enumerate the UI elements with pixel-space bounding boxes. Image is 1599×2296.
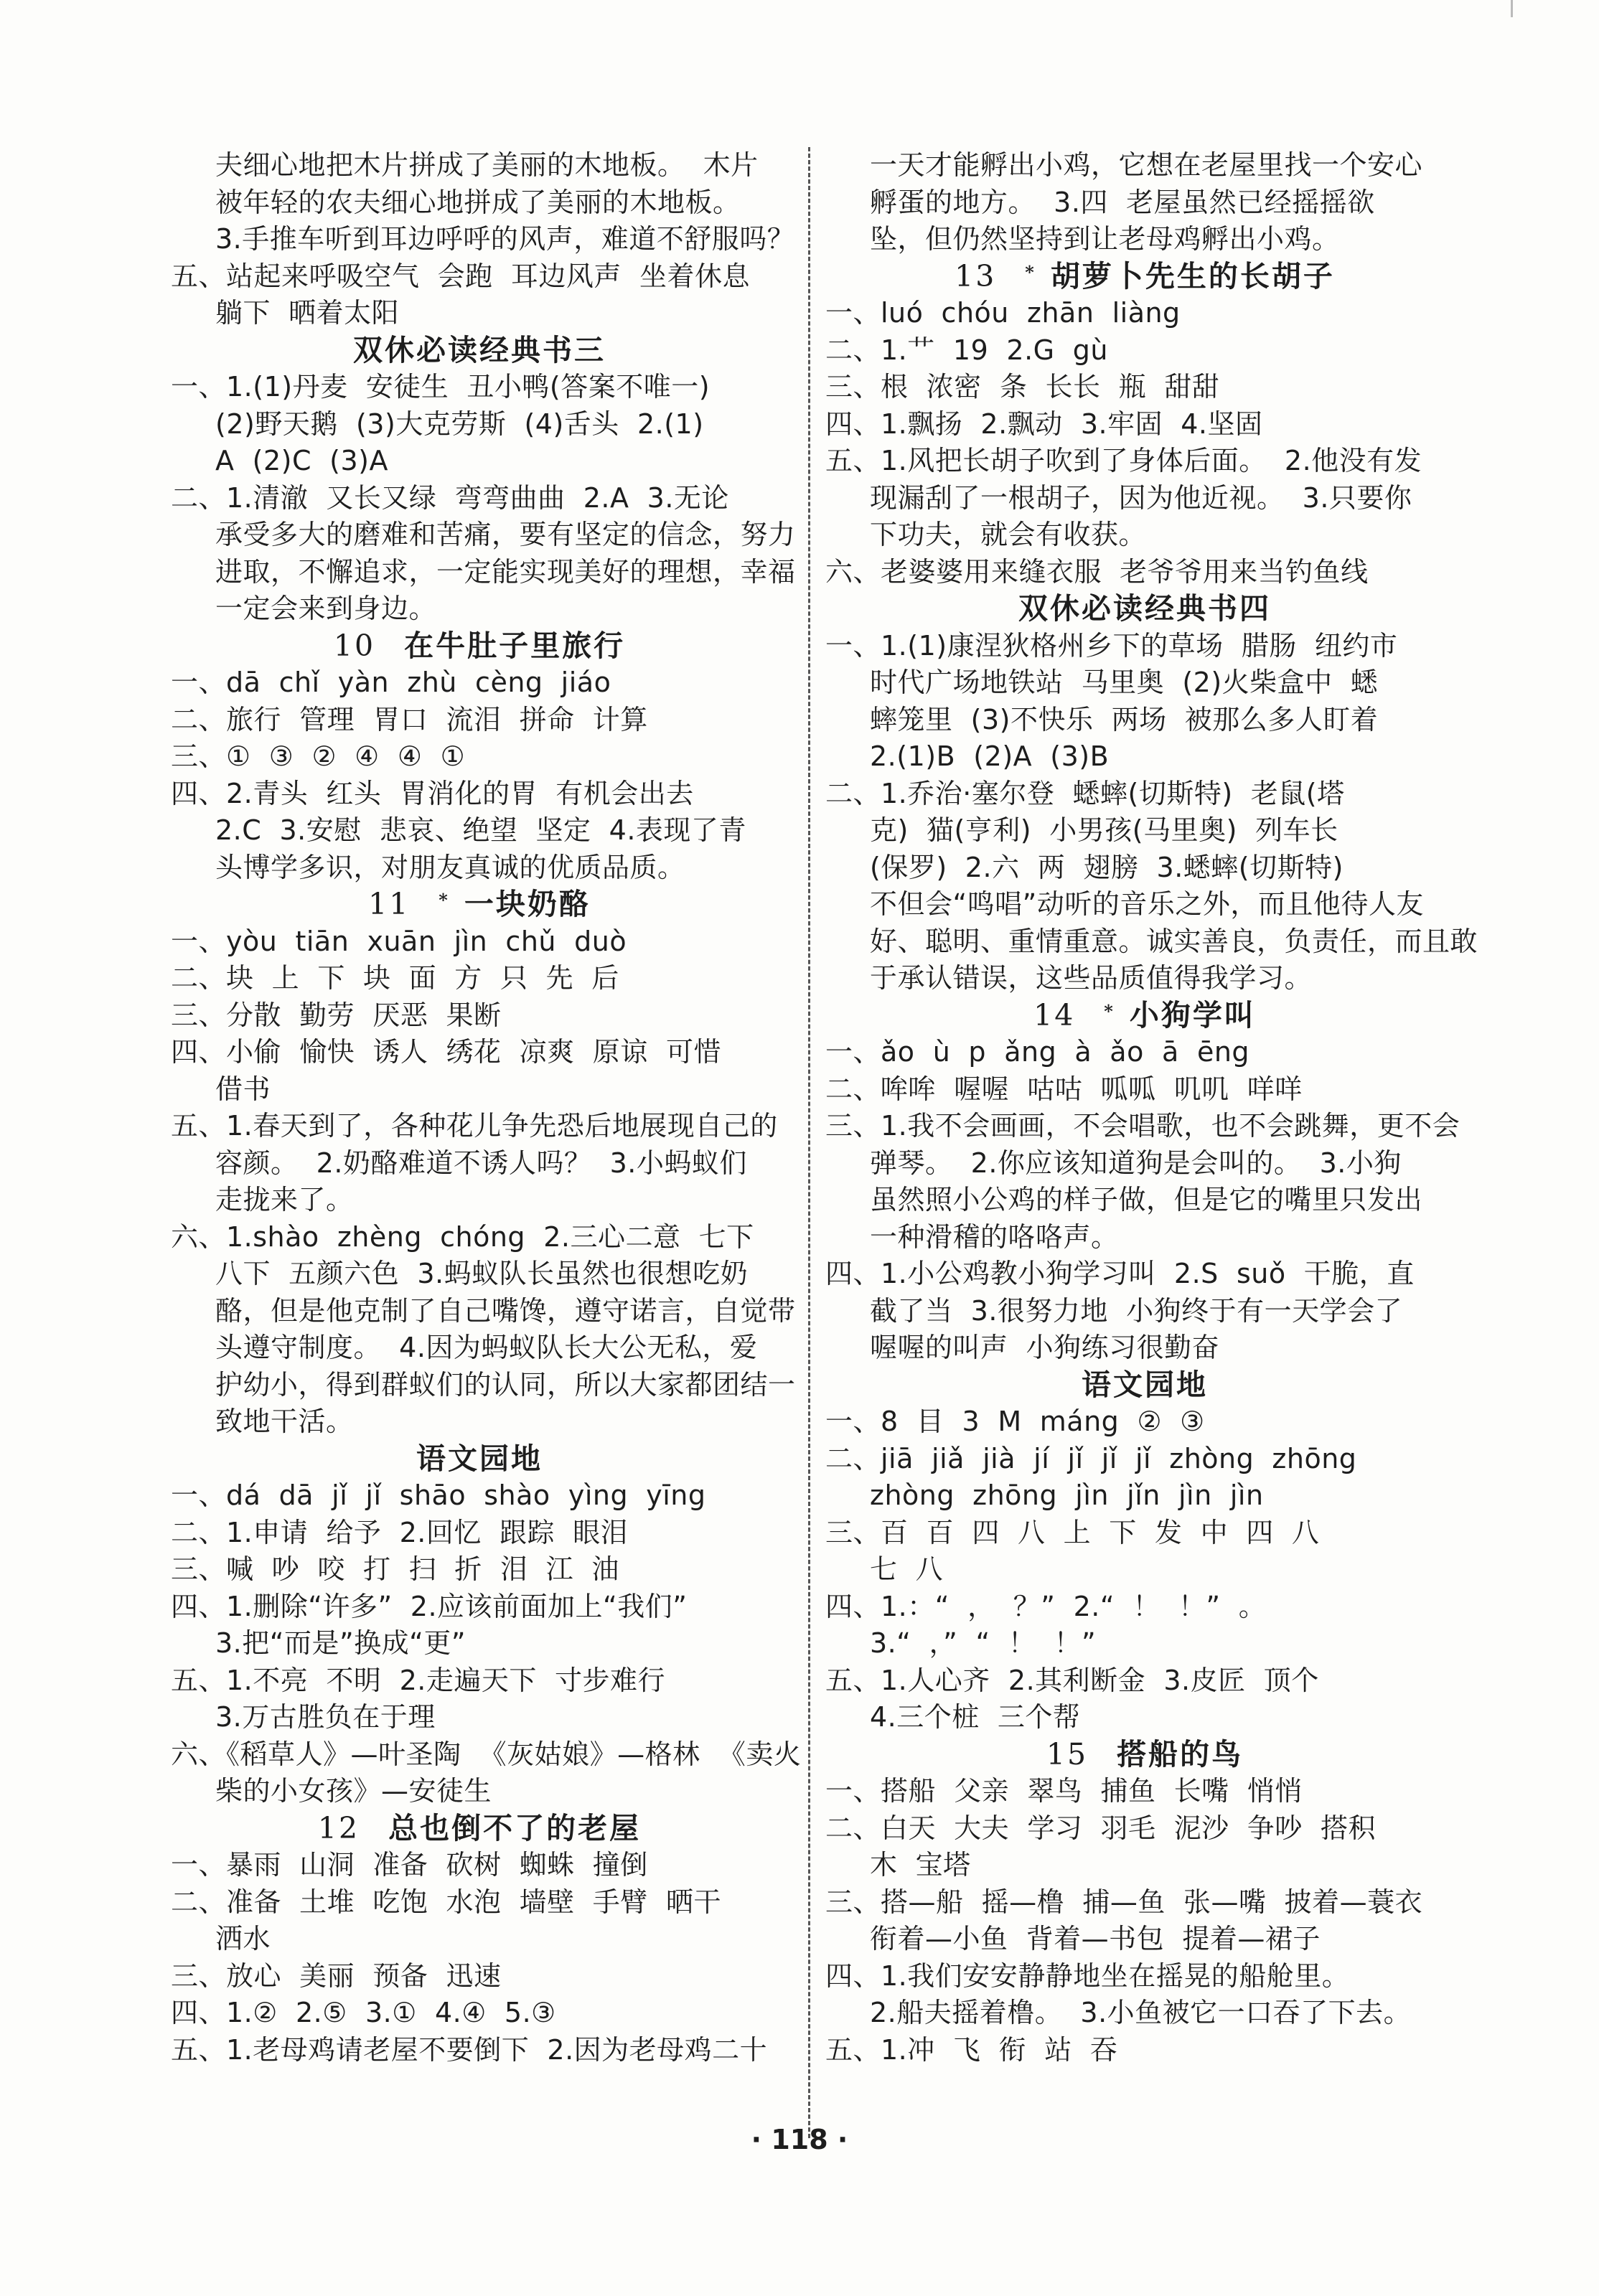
answer-line: 三、根 浓密 条 长长 瓶 甜甜 — [825, 371, 1220, 403]
lesson-number: 10 — [333, 628, 376, 663]
heading-title: 语文园地 — [416, 1441, 543, 1476]
section-heading — [825, 258, 1464, 296]
answer-line: 进取，不懈追求，一定能实现美好的理想，幸福 — [215, 555, 796, 588]
answer-line: 致地干活。 — [215, 1406, 354, 1437]
answer-line: 一、luó chóu zhān liàng — [825, 297, 1181, 329]
answer-line: 二、1.艹 19 2.G gù — [825, 334, 1108, 366]
optional-lesson-star-icon: * — [1104, 1000, 1115, 1022]
answer-line: 2.船夫摇着橹。 3.小鱼被它一口吞了下去。 — [870, 1997, 1412, 2028]
answer-line: 一定会来到身边。 — [215, 593, 437, 624]
answer-line: 孵蛋的地方。 3.四 老屋虽然已经摇摇欲 — [870, 186, 1375, 218]
heading-title: 总也倒不了的老屋 — [388, 1810, 642, 1845]
answer-line: 弹琴。 2.你应该知道狗是会叫的。 3.小狗 — [870, 1147, 1402, 1179]
answer-line: 喔喔的叫声 小狗练习很勤奋 — [870, 1332, 1220, 1363]
heading-title: 胡萝卜先生的长胡子 — [1050, 258, 1335, 293]
answer-line: 五、1.老母鸡请老屋不要倒下 2.因为老母鸡二十 — [171, 2033, 768, 2066]
answer-line: 好、聪明、重情重意。诚实善良，负责任，而且敢 — [870, 925, 1478, 957]
answer-line: 一、搭船 父亲 翠鸟 捕鱼 长嘴 悄悄 — [825, 1775, 1303, 1807]
answer-line: 二、准备 土堆 吃饱 水泡 墙壁 手臂 晒干 — [171, 1886, 721, 1918]
column-divider — [808, 147, 810, 2138]
answer-line: 坠，但仍然坚持到让老母鸡孵出小鸡。 — [870, 223, 1340, 255]
answer-line: 走拢来了。 — [215, 1184, 354, 1215]
answer-line: 酪，但是他克制了自己嘴馋，遵守诺言，自觉带 — [215, 1294, 796, 1327]
page-number: · 118 · — [751, 2124, 848, 2155]
answer-line: 头博学多识，对朋友真诚的优质品质。 — [215, 851, 685, 883]
answer-line: 3.手推车听到耳边呼呼的风声，难道不舒服吗？ — [215, 223, 795, 255]
answer-line: 时代广场地铁站 马里奥 (2)火柴盒中 蟋 — [870, 667, 1379, 698]
optional-lesson-star-icon: * — [439, 890, 450, 911]
answer-line: 二、jiā jiǎ jià jí jǐ jǐ jǐ zhòng zhōng — [825, 1442, 1357, 1474]
answer-line: 四、1.小公鸡教小狗学习叫 2.S suǒ 干脆，直 — [825, 1258, 1415, 1289]
lesson-number: 13 — [955, 258, 997, 293]
answer-line: 容颜。 2.奶酪难道不诱人吗？ 3.小蚂蚁们 — [215, 1147, 747, 1179]
answer-line: 三、百 百 四 八 上 下 发 中 四 八 — [825, 1516, 1320, 1548]
answer-line: 六、《稻草人》—叶圣陶 《灰姑娘》—格林 《卖火 — [171, 1738, 802, 1770]
answer-line: 三、放心 美丽 预备 迅速 — [171, 1959, 502, 1992]
answer-line: 2.C 3.安慰 悲哀、绝望 坚定 4.表现了青 — [215, 814, 746, 846]
answer-line: 承受多大的磨难和苦痛，要有坚定的信念，努力 — [215, 519, 796, 550]
answer-line: 四、1.：“ ， ？” 2.“ ！ ！” 。 — [825, 1590, 1267, 1622]
lesson-number: 14 — [1033, 997, 1076, 1032]
heading-title: 一块奶酪 — [464, 887, 591, 921]
answer-line: 三、搭—船 摇—橹 捕—鱼 张—嘴 披着—蓑衣 — [825, 1886, 1423, 1918]
answer-line: A (2)C (3)A — [215, 445, 388, 476]
section-heading — [825, 1736, 1464, 1774]
answer-line: 四、1.删除“许多” 2.应该前面加上“我们” — [171, 1590, 688, 1622]
answer-line: 三、1.我不会画画，不会唱歌，也不会跳舞，更不会 — [825, 1110, 1460, 1142]
answer-line: 躺下 晒着太阳 — [215, 297, 400, 329]
lesson-number: 12 — [317, 1810, 360, 1845]
answer-line: 三、喊 吵 咬 打 扫 折 泪 江 油 — [171, 1553, 619, 1585]
answer-line: 3.万古胜负在于理 — [215, 1701, 436, 1733]
heading-title: 双休必读经典书四 — [1018, 591, 1271, 626]
heading-title: 双休必读经典书三 — [353, 332, 606, 367]
answer-line: 3.“ ，” “ ！ ！” — [870, 1627, 1097, 1659]
answer-line: 二、白天 大夫 学习 羽毛 泥沙 争吵 搭积 — [825, 1812, 1376, 1844]
answer-line: 衔着—小鱼 背着—书包 提着—裙子 — [870, 1923, 1321, 1954]
answer-line: 三、① ③ ② ④ ④ ① — [171, 740, 466, 772]
page-edge-mark — [1511, 0, 1513, 17]
answer-line: 五、1.风把长胡子吹到了身体后面。 2.他没有发 — [825, 445, 1422, 476]
answer-line: 四、1.我们安安静静地坐在摇晃的船舱里。 — [825, 1959, 1350, 1992]
answer-line: 二、块 上 下 块 面 方 只 先 后 — [171, 962, 619, 994]
answer-line: 四、1.② 2.⑤ 3.① 4.④ 5.③ — [171, 1997, 556, 2028]
answer-line: 一种滑稽的咯咯声。 — [870, 1220, 1119, 1253]
heading-title: 语文园地 — [1082, 1367, 1208, 1402]
section-heading — [825, 997, 1464, 1035]
lesson-number: 15 — [1046, 1736, 1089, 1772]
answer-line: 一天才能孵出小鸡，它想在老屋里找一个安心 — [870, 149, 1423, 181]
section-heading — [171, 1441, 788, 1478]
left-column — [171, 147, 802, 2069]
answer-line: 一、dá dā jǐ jǐ shāo shào yìng yīng — [171, 1479, 706, 1511]
answer-line: 一、dā chǐ yàn zhù cèng jiáo — [171, 667, 611, 698]
answer-line: 二、旅行 管理 胃口 流泪 拼命 计算 — [171, 703, 648, 735]
answer-line: 三、分散 勤劳 厌恶 果断 — [171, 999, 502, 1031]
answer-line: 二、1.清澈 又长又绿 弯弯曲曲 2.A 3.无论 — [171, 481, 729, 514]
answer-line: 于承认错误，这些品质值得我学习。 — [870, 962, 1313, 994]
optional-lesson-star-icon: * — [1025, 261, 1036, 283]
answer-line: 现漏刮了一根胡子，因为他近视。 3.只要你 — [870, 481, 1412, 514]
answer-line: 不但会“鸣唱”动听的音乐之外，而且他待人友 — [870, 888, 1424, 920]
answer-line: 虽然照小公鸡的样子做，但是它的嘴里只发出 — [870, 1184, 1423, 1215]
answer-line: 二、1.申请 给予 2.回忆 跟踪 眼泪 — [171, 1516, 629, 1548]
answer-line: 一、ǎo ù p ǎng à ǎo ā ēng — [825, 1036, 1250, 1068]
answer-line: (保罗) 2.六 两 翅膀 3.蟋蟀(切斯特) — [870, 851, 1344, 883]
answer-line: 4.三个桩 三个帮 — [870, 1701, 1081, 1733]
lesson-number: 11 — [368, 887, 411, 921]
answer-line: 截了当 3.很努力地 小狗终于有一天学会了 — [870, 1294, 1403, 1327]
answer-line: 下功夫，就会有收获。 — [870, 519, 1147, 550]
right-column — [825, 147, 1478, 2069]
answer-line: 一、8 目 3 M máng ② ③ — [825, 1406, 1205, 1437]
answer-line: 2.(1)B (2)A (3)B — [870, 740, 1110, 772]
answer-line: 一、1.(1)康涅狄格州乡下的草场 腊肠 纽约市 — [825, 629, 1398, 662]
answer-line: 被年轻的农夫细心地拼成了美丽的木地板。 — [215, 186, 741, 218]
answer-line: 五、1.冲 飞 衔 站 吞 — [825, 2033, 1118, 2066]
answer-line: 一、暴雨 山洞 准备 砍树 蜘蛛 撞倒 — [171, 1849, 648, 1881]
answer-line: 五、站起来呼吸空气 会跑 耳边风声 坐着休息 — [171, 260, 750, 292]
answer-line: 护幼小，得到群蚁们的认同，所以大家都团结一 — [215, 1368, 796, 1401]
heading-title: 在牛肚子里旅行 — [404, 628, 626, 663]
answer-line: 3.把“而是”换成“更” — [215, 1627, 466, 1659]
answer-line: (2)野天鹅 (3)大克劳斯 (4)舌头 2.(1) — [215, 408, 704, 440]
answer-line: 五、1.春天到了，各种花儿争先恐后地展现自己的 — [171, 1110, 778, 1142]
answer-line: 洒水 — [215, 1923, 271, 1954]
answer-line: 六、1.shào zhèng chóng 2.三心二意 七下 — [171, 1220, 754, 1253]
answer-line: 八下 五颜六色 3.蚂蚁队长虽然也很想吃奶 — [215, 1258, 749, 1289]
answer-line: 一、yòu tiān xuān jìn chǔ duò — [171, 925, 627, 957]
answer-line: 五、1.不亮 不明 2.走遍天下 寸步难行 — [171, 1664, 665, 1696]
answer-line: 借书 — [215, 1073, 271, 1105]
answer-line: zhòng zhōng jìn jǐn jìn jìn — [870, 1479, 1264, 1511]
answer-line: 柴的小女孩》—安徒生 — [215, 1775, 492, 1807]
answer-line: 二、1.乔治·塞尔登 蟋蟀(切斯特) 老鼠(塔 — [825, 777, 1345, 809]
answer-line: 克) 猫(亨利) 小男孩(马里奥) 列车长 — [870, 814, 1338, 846]
section-heading — [825, 591, 1464, 628]
section-heading — [825, 1367, 1464, 1404]
answer-line: 四、1.飘扬 2.飘动 3.牢固 4.坚固 — [825, 408, 1263, 440]
answer-line: 六、老婆婆用来缝衣服 老爷爷用来当钓鱼线 — [825, 555, 1369, 588]
section-heading — [171, 332, 788, 370]
section-heading — [171, 1810, 788, 1848]
answer-line: 二、哞哞 喔喔 咕咕 呱呱 叽叽 咩咩 — [825, 1073, 1303, 1105]
heading-title: 小狗学叫 — [1129, 997, 1256, 1032]
answer-line: 木 宝塔 — [870, 1849, 971, 1881]
answer-line: 夫细心地把木片拼成了美丽的木地板。 木片 — [215, 149, 759, 181]
section-heading — [171, 628, 788, 665]
answer-line: 蟀笼里 (3)不快乐 两场 被那么多人盯着 — [870, 703, 1379, 735]
answer-line: 头遵守制度。 4.因为蚂蚁队长大公无私，爱 — [215, 1332, 758, 1363]
section-heading — [171, 886, 788, 923]
answer-line: 五、1.人心齐 2.其利断金 3.皮匠 顶个 — [825, 1664, 1319, 1696]
answer-line: 四、2.青头 红头 胃消化的胃 有机会出去 — [171, 777, 694, 809]
answer-line: 一、1.(1)丹麦 安徒生 丑小鸭(答案不唯一) — [171, 371, 711, 403]
answer-line: 七 八 — [870, 1553, 944, 1585]
heading-title: 搭船的鸟 — [1117, 1736, 1244, 1772]
answer-line: 四、小偷 愉快 诱人 绣花 凉爽 原谅 可惜 — [171, 1036, 721, 1068]
